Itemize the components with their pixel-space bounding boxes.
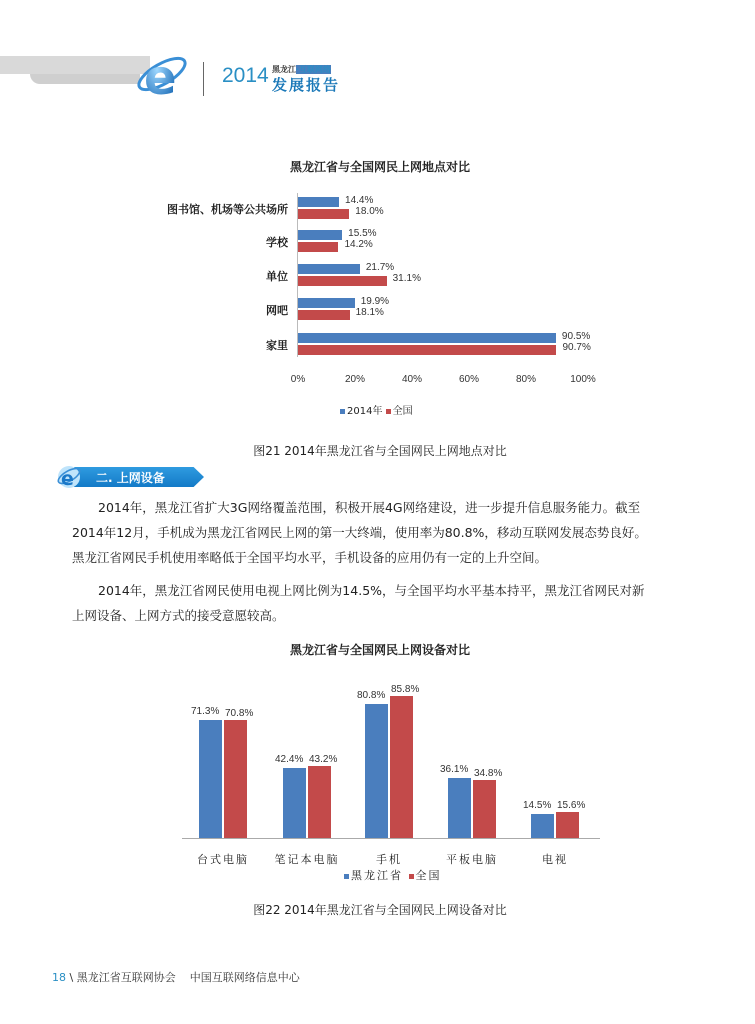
legend-item-2014: 2014年 xyxy=(347,406,383,417)
paragraph-line-4: 2014年，黑龙江省网民使用电视上网比例为14.5%，与全国平均水平基本持平，黑龙江省网民对新 xyxy=(98,583,645,598)
chart1-x-tick: 80% xyxy=(515,374,537,385)
footer-separator: \ xyxy=(69,971,74,984)
chart1-caption: 图21 2014年黑龙江省与全国网民上网地点对比 xyxy=(253,444,507,458)
chart2-title: 黑龙江省与全国网民上网设备对比 xyxy=(289,643,470,657)
chart1-x-tick: 100% xyxy=(570,374,596,385)
chart2-caption: 图22 2014年黑龙江省与全国网民上网设备对比 xyxy=(253,903,507,917)
chart1-x-tick: 0% xyxy=(290,374,306,385)
chart1-category-label: 网吧 xyxy=(266,304,288,317)
paragraph-line-5: 上网设备、上网方式的接受意愿较高。 xyxy=(72,608,285,623)
chart1-value-national: 90.7% xyxy=(562,342,591,353)
paragraph-line-3: 黑龙江省网民手机使用率略低于全国平均水平，手机设备的应用仍有一定的上升空间。 xyxy=(72,550,548,565)
chart2-bar-national xyxy=(473,780,496,838)
chart1-value-national: 14.2% xyxy=(344,239,373,250)
chart2-legend xyxy=(344,867,442,883)
chart2-value-heilongjiang: 36.1% xyxy=(440,764,469,776)
chart2-value-national: 34.8% xyxy=(474,768,503,780)
chart2-bar-heilongjiang xyxy=(531,814,554,838)
page-footer xyxy=(52,969,300,985)
paragraph-line-2: 2014年12月，手机成为黑龙江省网民上网的第一大终端，使用率为80.8%，移动互联网发展态势良好。 xyxy=(72,525,647,540)
chart1-x-tick: 20% xyxy=(344,374,366,385)
chart1-value-2014: 90.5% xyxy=(561,331,591,342)
footer-org-2: 中国互联网络信息中心 xyxy=(189,971,300,984)
chart2-caption-wrap xyxy=(100,901,660,918)
chart2-value-heilongjiang: 80.8% xyxy=(357,689,386,701)
chart2-bar-national xyxy=(224,720,247,838)
header-title: 发展报告 xyxy=(272,76,341,94)
header-year: 2014 xyxy=(222,64,269,87)
chart2-category-label: 笔记本电脑 xyxy=(274,853,340,866)
chart2-value-national: 70.8% xyxy=(225,708,254,720)
chart2-bar-national xyxy=(390,696,413,838)
svg-text:e: e xyxy=(61,468,74,490)
chart2-bar-heilongjiang xyxy=(199,720,222,838)
chart2-value-national: 15.6% xyxy=(557,800,586,812)
legend-item-heilongjiang: 黑龙江省 xyxy=(351,869,403,882)
chart1-value-national: 31.1% xyxy=(392,273,421,284)
header-subtitle-left: 黑龙江 xyxy=(272,65,296,74)
chart1-category-label: 单位 xyxy=(266,270,288,283)
chart1-title: 黑龙江省与全国网民上网地点对比 xyxy=(289,160,470,174)
chart1-value-national: 18.1% xyxy=(355,307,384,318)
page-number: 18 xyxy=(52,971,66,984)
chart2-value-national: 43.2% xyxy=(309,754,338,766)
section-title: 二. 上网设备 xyxy=(96,471,165,485)
chart2-value-national: 85.8% xyxy=(391,683,420,695)
legend-item-national: 全国 xyxy=(415,869,442,882)
chart1-value-2014: 14.4% xyxy=(345,195,374,206)
chart2-category-label: 手机 xyxy=(376,853,402,866)
chart2-bar-heilongjiang xyxy=(448,778,471,838)
svg-text:e: e xyxy=(144,50,177,104)
header-subtitle-right: ·互联网络 xyxy=(296,65,332,74)
chart2-bar-national xyxy=(556,812,579,838)
chart2-bar-national xyxy=(308,766,331,838)
chart2-bar-heilongjiang xyxy=(283,768,306,838)
chart1-x-tick: 60% xyxy=(458,374,480,385)
chart2-bar-heilongjiang xyxy=(365,704,388,838)
chart1-value-2014: 21.7% xyxy=(365,262,395,273)
chart1-value-2014: 15.5% xyxy=(348,228,377,239)
chart2-value-heilongjiang: 14.5% xyxy=(523,799,552,811)
chart1-value-national: 18.0% xyxy=(355,206,384,217)
chart2-category-label: 台式电脑 xyxy=(197,853,249,866)
chart2-x-axis xyxy=(182,838,600,839)
legend-item-national: 全国 xyxy=(392,406,413,417)
chart1-x-tick: 40% xyxy=(401,374,423,385)
chart1-category-label: 图书馆、机场等公共场所 xyxy=(167,203,288,216)
chart2-category-label: 平板电脑 xyxy=(446,853,498,866)
chart2-value-heilongjiang: 42.4% xyxy=(275,753,304,765)
chart1-category-label: 学校 xyxy=(266,236,288,249)
paragraph-line-1: 2014年，黑龙江省扩大3G网络覆盖范围，积极开展4G网络建设，进一步提升信息服务能力。截至 xyxy=(98,500,641,515)
chart1-category-label: 家里 xyxy=(266,339,288,352)
chart1-value-2014: 19.9% xyxy=(360,296,390,307)
chart2-category-label: 电视 xyxy=(542,853,568,866)
chart2-value-heilongjiang: 71.3% xyxy=(191,705,220,717)
footer-org-1: 黑龙江省互联网协会 xyxy=(76,971,176,984)
